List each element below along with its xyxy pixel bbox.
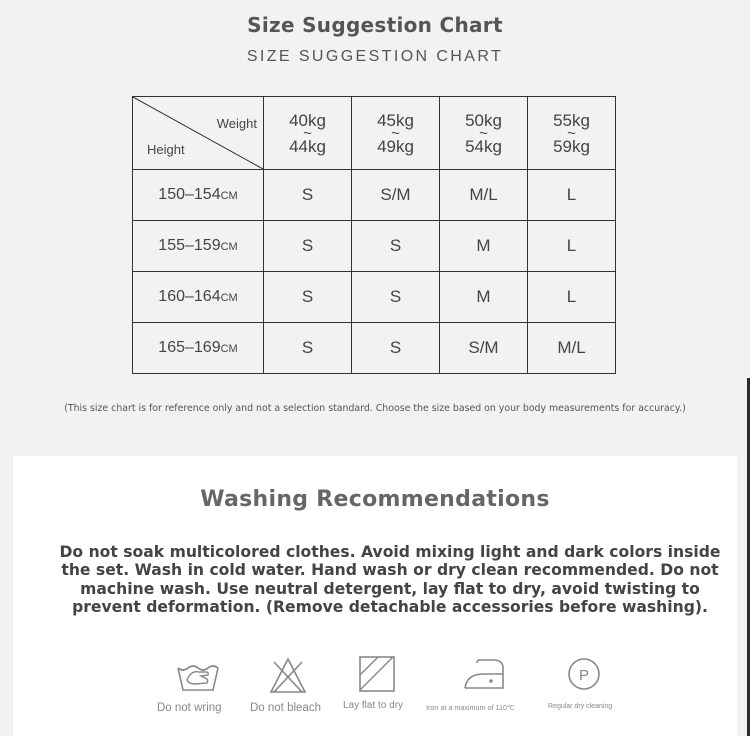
weight-range-min: 50kg (465, 110, 502, 130)
washing-instructions: Do not soak multicolored clothes. Avoid mixing light and dark colors inside the set. Wash in cold water. Hand wash or dry clean recommended. Do not machine wash. Use neutral detergent, lay flat to dry, avoid twisting to prevent deformation. (Remove detachable accessories before washing). (59, 543, 721, 617)
weight-range-max: 49kg (377, 136, 414, 156)
table-header-row (133, 97, 616, 170)
height-range-cell (133, 221, 264, 272)
height-range: 155–159 (158, 237, 221, 254)
height-axis-label: Height (147, 142, 185, 157)
size-cell: M/L (528, 323, 616, 374)
size-chart-disclaimer: (This size chart is for reference only and not a selection standard. Choose the size based on your body measurements for accuracy.) (64, 403, 686, 414)
height-unit: CM (220, 343, 238, 355)
size-cell: S/M (440, 323, 528, 374)
weight-axis-label: Weight (216, 116, 257, 131)
size-cell: S (264, 170, 352, 221)
tilde: ~ (479, 124, 488, 142)
height-range-cell (133, 323, 264, 374)
size-cell: S (352, 221, 440, 272)
tilde: ~ (391, 124, 400, 142)
lay-flat-dry-icon (357, 654, 397, 694)
no-bleach-icon (268, 656, 308, 696)
weight-range-max: 44kg (289, 136, 326, 156)
size-cell: S (352, 272, 440, 323)
weight-range-header (352, 97, 440, 170)
tilde: ~ (567, 124, 576, 142)
icon-label: Regular dry cleaning (548, 703, 613, 710)
table-row (133, 272, 616, 323)
size-cell: L (528, 272, 616, 323)
weight-range-header (264, 97, 352, 170)
table-row (133, 323, 616, 374)
weight-range-min: 45kg (377, 110, 414, 130)
size-table (132, 96, 616, 374)
weight-range-max: 54kg (465, 136, 502, 156)
icon-label: Iron at a maximum of 110℃ (426, 703, 516, 712)
dry-clean-symbol: P (578, 667, 590, 684)
size-cell: M (440, 272, 528, 323)
height-unit: CM (220, 292, 238, 304)
weight-range-max: 59kg (553, 136, 590, 156)
size-cell: M/L (440, 170, 528, 221)
size-cell: S (264, 323, 352, 374)
size-cell: S (352, 323, 440, 374)
size-cell: M (440, 221, 528, 272)
hand-wash-icon (175, 656, 221, 696)
weight-range-min: 40kg (289, 110, 326, 130)
dry-clean-p-icon (566, 656, 602, 692)
height-range: 160–164 (158, 288, 221, 305)
height-range-cell (133, 170, 264, 221)
icon-label: Do not wring (157, 702, 222, 714)
height-unit: CM (220, 190, 238, 202)
size-cell: S (264, 221, 352, 272)
size-chart-title: Size Suggestion Chart (247, 13, 503, 37)
height-range-cell (133, 272, 264, 323)
tilde: ~ (303, 124, 312, 142)
table-row (133, 170, 616, 221)
weight-range-header (528, 97, 616, 170)
size-cell: L (528, 170, 616, 221)
size-chart-subtitle: SIZE SUGGESTION CHART (246, 48, 504, 65)
iron-icon (461, 656, 507, 694)
washing-title: Washing Recommendations (200, 487, 550, 512)
size-cell: S/M (352, 170, 440, 221)
icon-label: Do not bleach (250, 702, 321, 714)
weight-range-header (440, 97, 528, 170)
size-cell: L (528, 221, 616, 272)
height-unit: CM (220, 241, 238, 253)
corner-diagonal (133, 97, 263, 169)
weight-range-min: 55kg (553, 110, 590, 130)
table-row (133, 221, 616, 272)
height-range: 165–169 (158, 339, 221, 356)
corner-cell (133, 97, 264, 170)
icon-label: Lay flat to dry (343, 700, 404, 711)
height-range: 150–154 (158, 186, 221, 203)
size-cell: S (264, 272, 352, 323)
